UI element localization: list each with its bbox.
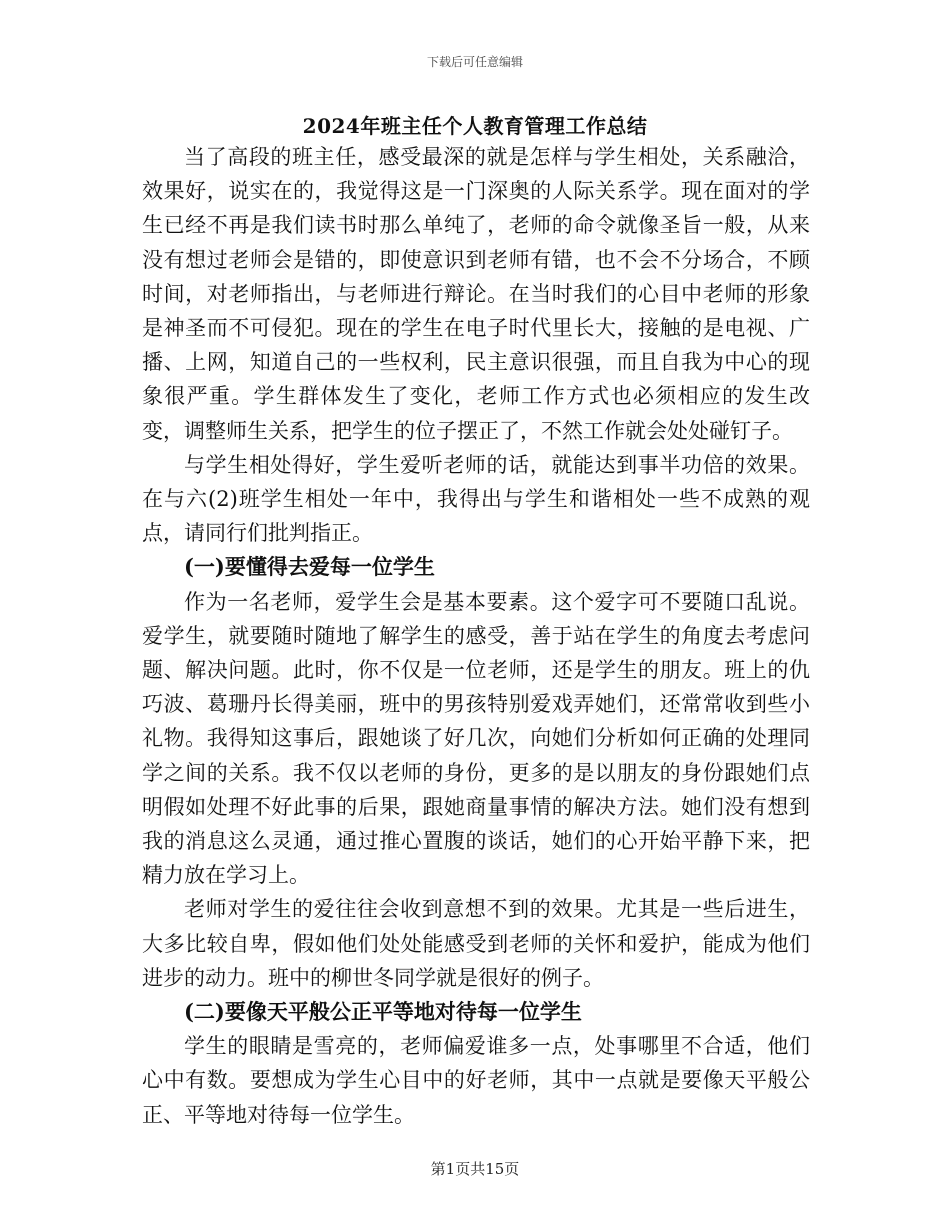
section-heading: (一)要懂得去爱每一位学生 — [184, 554, 435, 580]
paragraph: 与学生相处得好，学生爱听老师的话，就能达到事半功倍的效果。在与六(2)班学生相处一年中，我得出与学生和谐相处一些不成熟的观点，请同行们批判指正。 — [142, 452, 810, 546]
page-number-footer: 第1页共15页 — [430, 1160, 520, 1178]
section-heading: (二)要像天平般公正平等地对待每一位学生 — [184, 999, 582, 1025]
paragraph: 当了高段的班主任，感受最深的就是怎样与学生相处，关系融洽，效果好，说实在的，我觉得这是一门深奥的人际关系学。现在面对的学生已经不再是我们读书时那么单纯了，老师的命令就像圣旨一般，从来没有想过老师会是错的，即使意识到老师有错，也不会不分场合，不顾时间，对老师指出，与老师进行辩论。在当时我们的心目中老师的形象是神圣而不可侵犯。现在的学生在电子时代里长大，接触的是电视、广播、上网，知道自己的一些权利，民主意识很强，而且自我为中心的现象很严重。学生群体发生了变化，老师工作方式也必须相应的发生改变，调整师生关系，把学生的位子摆正了，不然工作就会处处碰钉子。 — [142, 145, 810, 443]
paragraph: 老师对学生的爱往往会收到意想不到的效果。尤其是一些后进生，大多比较自卑，假如他们处处能感受到老师的关怀和爱护，能成为他们进步的动力。班中的柳世冬同学就是很好的例子。 — [142, 897, 810, 990]
paragraph: 学生的眼睛是雪亮的，老师偏爱谁多一点，处事哪里不合适，他们心中有数。要想成为学生心目中的好老师，其中一点就是要像天平般公正、平等地对待每一位学生。 — [142, 1034, 810, 1127]
paragraph: 作为一名老师，爱学生会是基本要素。这个爱字可不要随口乱说。爱学生，就要随时随地了解学生的感受，善于站在学生的角度去考虑问题、解决问题。此时，你不仅是一位老师，还是学生的朋友。班上的仇巧波、葛珊丹长得美丽，班中的男孩特别爱戏弄她们，还常常收到些小礼物。我得知这事后，跟她谈了好几次，向她们分析如何正确的处理同学之间的关系。我不仅以老师的身份，更多的是以朋友的身份跟她们点明假如处理不好此事的后果，跟她商量事情的解决方法。她们没有想到我的消息这么灵通，通过推心置腹的谈话，她们的心开始平静下来，把精力放在学习上。 — [142, 589, 810, 888]
document-body — [142, 140, 810, 1132]
document-title: 2024年班主任个人教育管理工作总结 — [302, 114, 648, 138]
header-note: 下载后可任意编辑 — [426, 55, 523, 69]
